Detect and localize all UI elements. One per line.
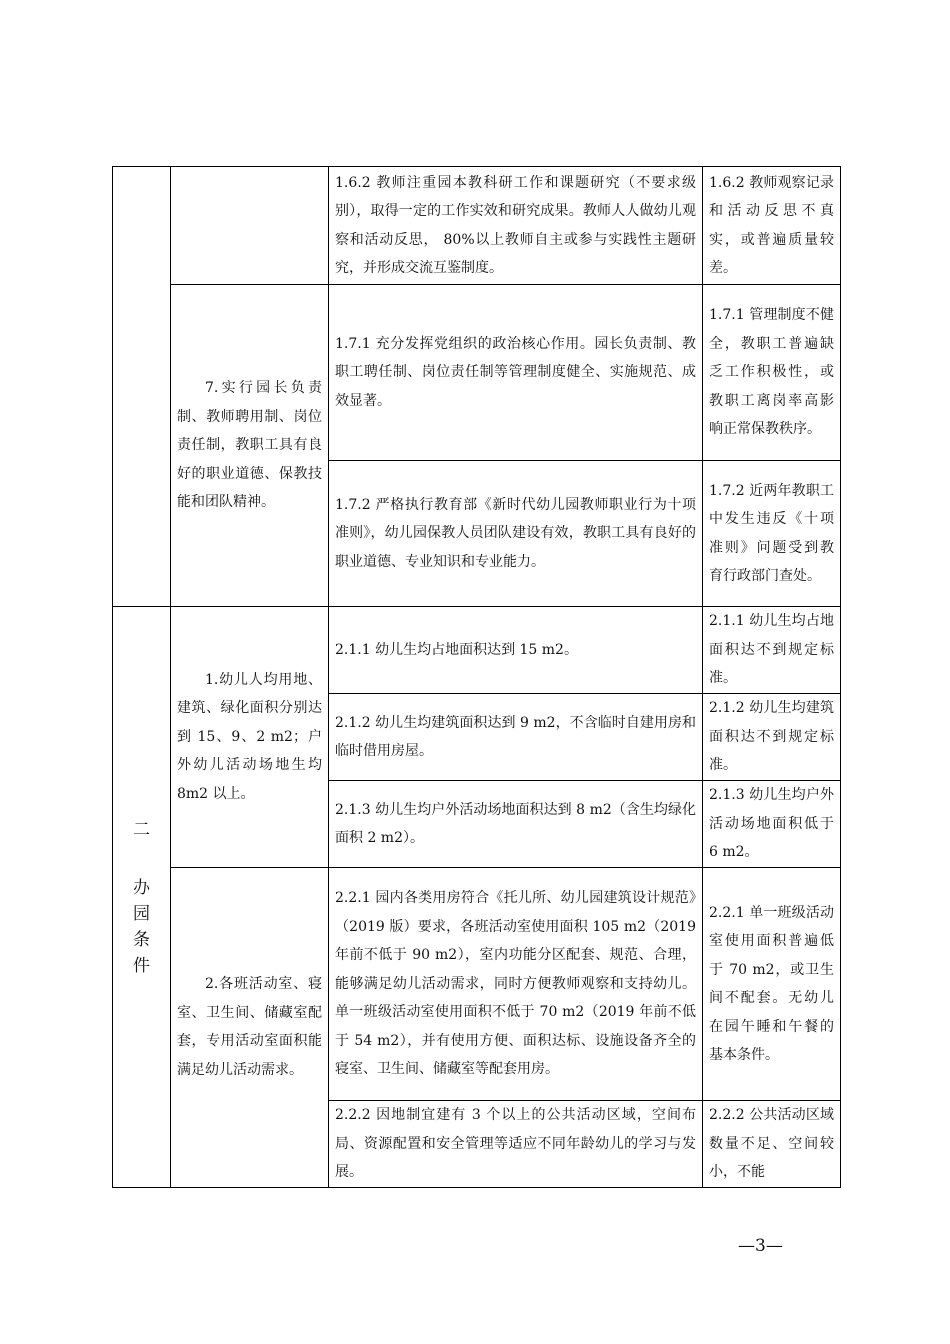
section-title: 办园条件 (133, 877, 150, 976)
requirement-cell: 7.实行园长负责制、教师聘用制、岗位责任制，教职工具有良好的职业道德、保教技能和团队精神。 (171, 285, 329, 607)
standard-cell: 2.2.1 园内各类用房符合《托儿所、幼儿园建筑设计规范》（2019 版）要求，各班活动室使用面积 105 m2（2019 年前不低于 90 m2），室内功能分区配套、规范、合理，能够满足幼儿活动需求，同时方便教师观察和支持幼儿。单一班级活动室使用面积不低于 70 m2（2019 年前不低于 54 m2），并有使用方便、面积达标、设施设备齐全的寝室、卫生间、储藏室等配套用房。 (329, 868, 703, 1101)
standard-cell: 1.7.2 严格执行教育部《新时代幼儿园教师职业行为十项准则》，幼儿园保教人员团队建设有效，教职工具有良好的职业道德、专业知识和专业能力。 (329, 461, 703, 607)
requirement-cell: 2.各班活动室、寝室、卫生间、储藏室配套，专用活动室面积能满足幼儿活动需求。 (171, 868, 329, 1188)
negative-criteria-cell: 1.6.2 教师观察记录和活动反思不真实，或普遍质量较差。 (703, 167, 841, 285)
table-row (113, 607, 841, 694)
table-row (113, 167, 841, 285)
evaluation-table (112, 166, 841, 1188)
standard-cell: 2.1.3 幼儿生均户外活动场地面积达到 8 m2（含生均绿化面积 2 m2）。 (329, 781, 703, 868)
section-cell-empty (113, 167, 171, 607)
standard-cell: 2.1.1 幼儿生均占地面积达到 15 m2。 (329, 607, 703, 694)
requirement-cell-empty (171, 167, 329, 285)
negative-criteria-cell: 2.2.2 公共活动区域数量不足、空间较小，不能 (703, 1101, 841, 1188)
negative-criteria-cell: 2.1.1 幼儿生均占地面积达不到规定标准。 (703, 607, 841, 694)
section-cell (113, 607, 171, 1188)
negative-criteria-cell: 2.1.3 幼儿生均户外活动场地面积低于 6 m2。 (703, 781, 841, 868)
page-number: —3— (738, 1236, 783, 1256)
standard-cell: 1.6.2 教师注重园本教科研工作和课题研究（不要求级别），取得一定的工作实效和研究成果。教师人人做幼儿观察和活动反思， 80%以上教师自主或参与实践性主题研究，并形成交流互鉴制度。 (329, 167, 703, 285)
negative-criteria-cell: 2.2.1 单一班级活动室使用面积普遍低于 70 m2，或卫生间不配套。无幼儿在园午睡和午餐的基本条件。 (703, 868, 841, 1101)
negative-criteria-cell: 1.7.2 近两年教职工中发生违反《十项准则》问题受到教育行政部门查处。 (703, 461, 841, 607)
negative-criteria-cell: 2.1.2 幼儿生均建筑面积达不到规定标准。 (703, 694, 841, 781)
standard-cell: 2.2.2 因地制宜建有 3 个以上的公共活动区域，空间布局、资源配置和安全管理等适应不同年龄幼儿的学习与发展。 (329, 1101, 703, 1188)
requirement-cell: 1.幼儿人均用地、建筑、绿化面积分别达到 15、9、2 m2；户外幼儿活动场地生均 8m2 以上。 (171, 607, 329, 868)
standard-cell: 2.1.2 幼儿生均建筑面积达到 9 m2，不含临时自建用房和临时借用房屋。 (329, 694, 703, 781)
section-number: 二 (133, 819, 150, 840)
standard-cell: 1.7.1 充分发挥党组织的政治核心作用。园长负责制、教职工聘任制、岗位责任制等管理制度健全、实施规范、成效显著。 (329, 285, 703, 461)
negative-criteria-cell: 1.7.1 管理制度不健全，教职工普遍缺乏工作积极性，或教职工离岗率高影响正常保教秩序。 (703, 285, 841, 461)
table-row (113, 868, 841, 1101)
table-row (113, 285, 841, 461)
